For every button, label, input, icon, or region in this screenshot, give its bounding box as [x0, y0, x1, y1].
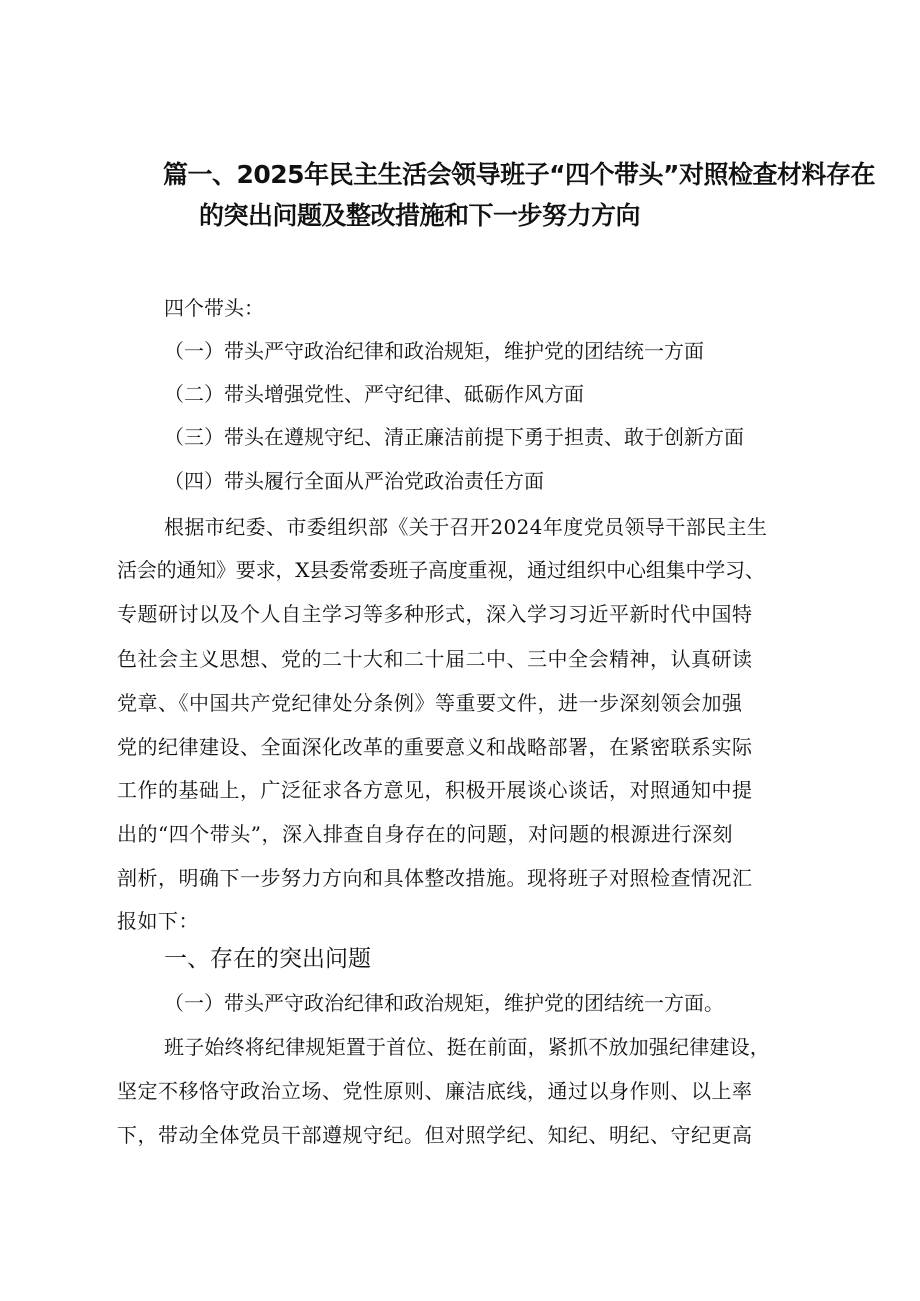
subsection-heading: （一）带头严守政治纪律和政治规矩，维护党的团结统一方面。: [164, 991, 724, 1015]
paragraph-1-line-2: 活会的通知》要求，X县委常委班子高度重视，通过组织中心组集中学习、: [117, 558, 765, 582]
list-item-1: （一）带头严守政治纪律和政治规矩，维护党的团结统一方面: [164, 339, 704, 363]
list-item-3: （三）带头在遵规守纪、清正廉洁前提下勇于担责、敢于创新方面: [164, 425, 744, 449]
title-line-2: 的突出问题及整改措施和下一步努力方向: [199, 201, 641, 230]
paragraph-1-line-8: 出的“四个带头”，深入排查自身存在的问题，对问题的根源进行深刻: [117, 822, 733, 846]
paragraph-1-line-7: 工作的基础上，广泛征求各方意见，积极开展谈心谈话，对照通知中提: [117, 778, 753, 802]
paragraph-1-line-9: 剖析，明确下一步努力方向和具体整改措施。现将班子对照检查情况汇: [117, 866, 753, 890]
paragraph-1-line-3: 专题研讨以及个人自主学习等多种形式，深入学习习近平新时代中国特: [117, 602, 753, 626]
paragraph-1-line-4: 色社会主义思想、党的二十大和二十届二中、三中全会精神，认真研读: [117, 647, 753, 671]
list-item-4: （四）带头履行全面从严治党政治责任方面: [164, 469, 544, 493]
paragraph-1-line-10: 报如下：: [117, 909, 199, 933]
paragraph-2-line-2: 坚定不移恪守政治立场、党性原则、廉洁底线，通过以身作则、以上率: [117, 1079, 753, 1103]
paragraph-2-line-1: 班子始终将纪律规矩置于首位、挺在前面，紧抓不放加强纪律建设，: [164, 1035, 770, 1059]
document-title: [163, 154, 875, 236]
section-heading: 一、存在的突出问题: [164, 946, 371, 972]
paragraph-1-line-5: 党章、《中国共产党纪律处分条例》等重要文件，进一步深刻领会加强: [117, 691, 743, 715]
paragraph-2-line-3: 下，带动全体党员干部遵规守纪。但对照学纪、知纪、明纪、守纪更高: [117, 1123, 753, 1147]
title-line-1: 篇一、2025年民主生活会领导班子“四个带头”对照检查材料存在: [163, 160, 875, 189]
paragraph-1-line-6: 党的纪律建设、全面深化改革的重要意义和战略部署，在紧密联系实际: [117, 735, 753, 759]
list-item-2: （二）带头增强党性、严守纪律、砥砺作风方面: [164, 382, 584, 406]
intro-label: 四个带头：: [164, 296, 264, 320]
paragraph-1-line-1: 根据市纪委、市委组织部《关于召开2024年度党员领导干部民主生: [164, 515, 768, 539]
